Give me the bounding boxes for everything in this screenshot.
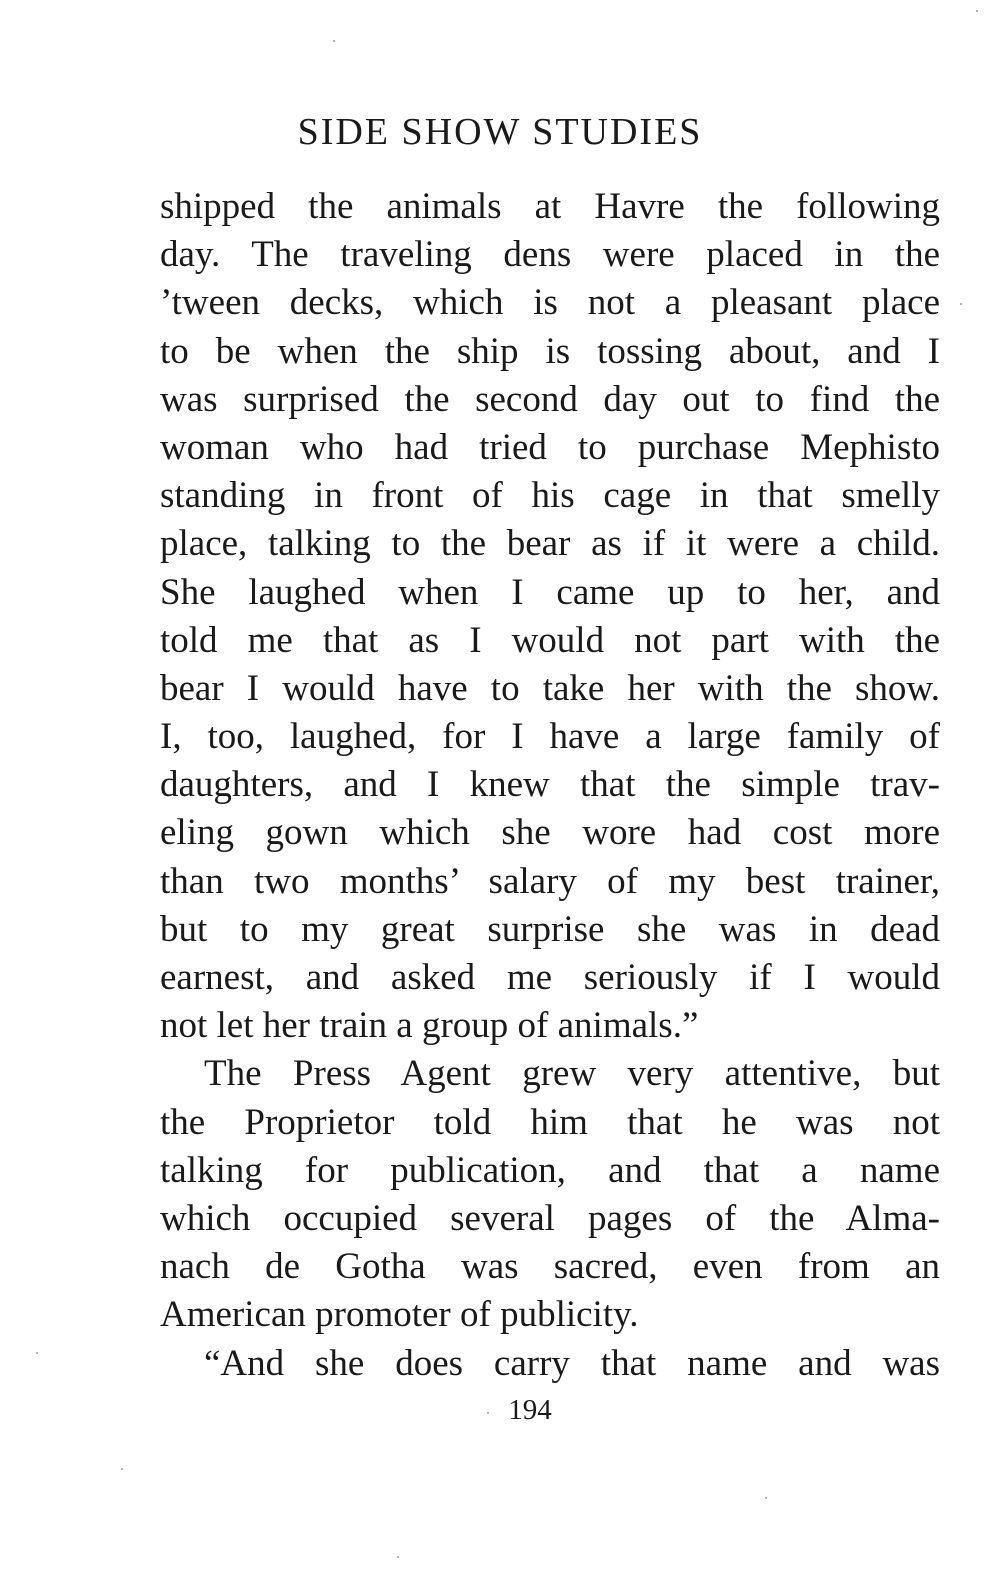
scan-speck bbox=[960, 303, 962, 305]
text-line: woman who had tried to purchase Mephisto bbox=[160, 426, 940, 468]
text-line: was surprised the second day out to find the bbox=[160, 378, 940, 420]
text-line: eling gown which she wore had cost more bbox=[160, 812, 940, 854]
scan-speck bbox=[397, 1556, 399, 1558]
scan-speck bbox=[36, 1352, 38, 1354]
page-number: 194 bbox=[508, 1394, 552, 1426]
text-line: the Proprietor told him that he was not bbox=[160, 1101, 940, 1143]
text-line: nach de Gotha was sacred, even from an bbox=[160, 1246, 940, 1288]
text-line: She laughed when I came up to her, and bbox=[160, 571, 940, 613]
text-line: which occupied several pages of the Alma- bbox=[160, 1197, 940, 1239]
text-line: The Press Agent grew very attentive, but bbox=[204, 1053, 940, 1095]
running-head: SIDE SHOW STUDIES bbox=[297, 111, 703, 153]
scan-speck bbox=[765, 1497, 767, 1499]
text-line: but to my great surprise she was in dead bbox=[160, 908, 940, 950]
scan-speck bbox=[121, 1468, 123, 1470]
text-line: ’tween decks, which is not a pleasant place bbox=[160, 282, 940, 324]
body-text bbox=[160, 183, 940, 1388]
text-line: talking for publication, and that a name bbox=[160, 1149, 940, 1191]
scan-speck bbox=[976, 10, 978, 12]
text-line: not let her train a group of animals.” bbox=[160, 1005, 699, 1047]
text-line: than two months’ salary of my best trainer, bbox=[160, 860, 940, 902]
scan-speck bbox=[487, 1412, 489, 1414]
text-line: standing in front of his cage in that smelly bbox=[160, 475, 940, 517]
text-line: bear I would have to take her with the show. bbox=[160, 667, 940, 709]
text-line: “And she does carry that name and was bbox=[204, 1342, 940, 1384]
text-line: shipped the animals at Havre the following bbox=[160, 186, 940, 227]
text-line: day. The traveling dens were placed in the bbox=[160, 234, 940, 276]
text-line: place, talking to the bear as if it were a child. bbox=[160, 523, 940, 565]
text-line: American promoter of publicity. bbox=[160, 1294, 639, 1336]
text-line: earnest, and asked me seriously if I would bbox=[160, 957, 940, 998]
scan-speck bbox=[333, 40, 335, 42]
text-line: told me that as I would not part with the bbox=[160, 619, 940, 661]
text-line: daughters, and I knew that the simple trav- bbox=[160, 764, 940, 806]
text-line: I, too, laughed, for I have a large family of bbox=[160, 716, 940, 758]
text-line: to be when the ship is tossing about, and I bbox=[160, 330, 940, 372]
